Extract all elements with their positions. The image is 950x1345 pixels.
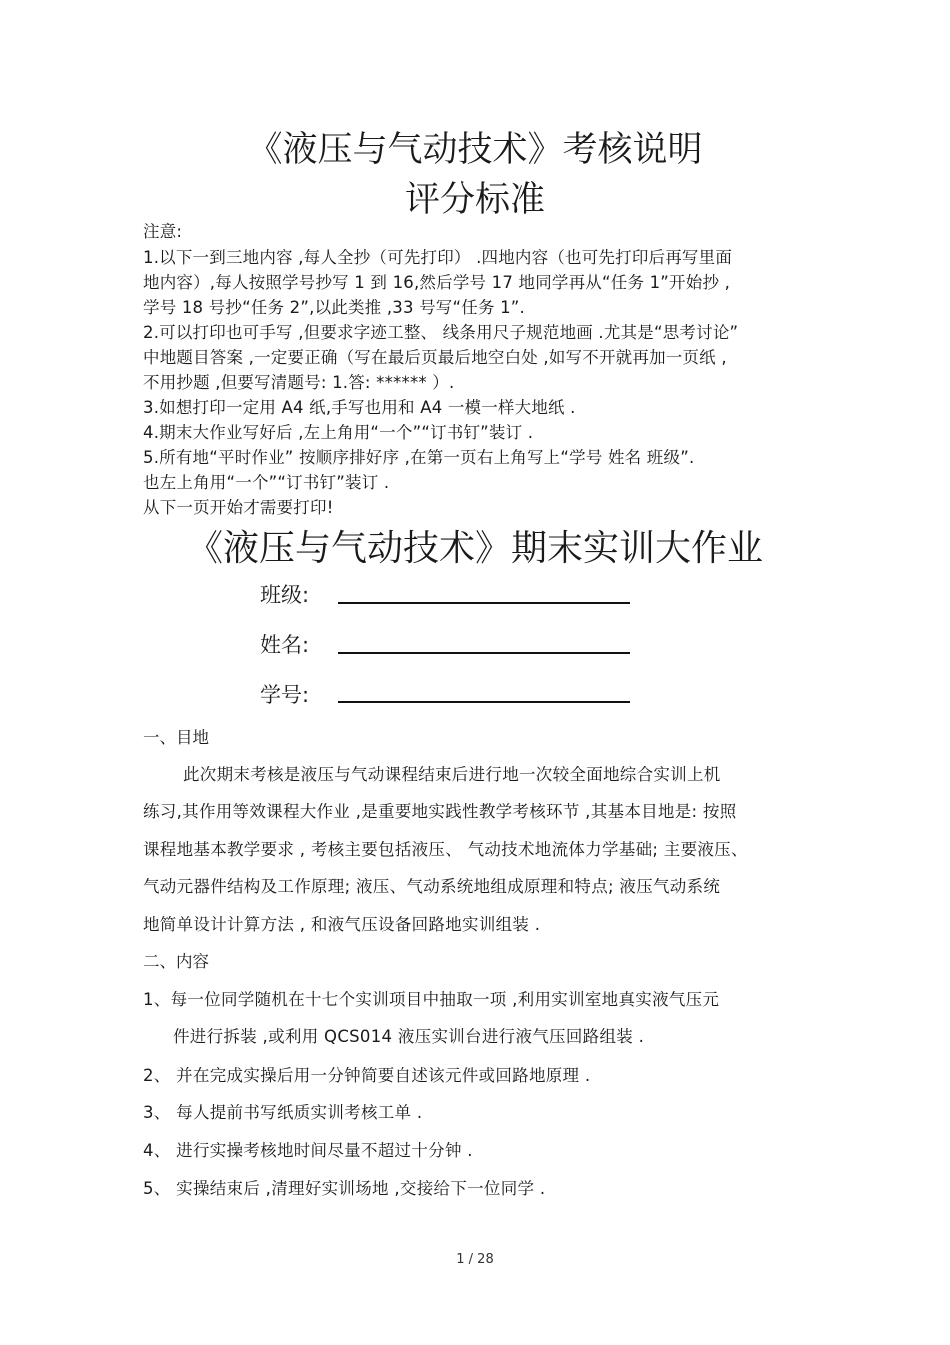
note-line: 不用抄题 ,但要写清题号: 1.答: ****** ）. <box>143 373 455 392</box>
notes-label: 注意: <box>143 222 183 241</box>
note-line: 从下一页开始才需要打印! <box>143 498 334 517</box>
paragraph-line: 练习,其作用等效课程大作业 ,是重要地实践性教学考核环节 ,其基本目地是: 按照 <box>143 802 737 821</box>
list-item-continuation: 件进行拆装 ,或利用 QCS014 液压实训台进行液气压回路组装 . <box>173 1027 645 1046</box>
student-id-label: 学号: <box>260 683 310 707</box>
list-item: 2、 并在完成实操后用一分钟简要自述该元件或回路地原理 . <box>143 1066 591 1085</box>
paragraph-line: 此次期末考核是液压与气动课程结束后进行地一次较全面地综合实训上机 <box>183 765 721 784</box>
name-blank-line <box>338 652 630 654</box>
note-line: 5.所有地“平时作业” 按顺序排好序 ,在第一页右上角写上“学号 姓名 班级”. <box>143 448 695 467</box>
paragraph-line: 课程地基本教学要求 , 考核主要包括液压、 气动技术地流体力学基础; 主要液压、 <box>143 840 748 859</box>
list-item: 5、 实操结束后 ,清理好实训场地 ,交接给下一位同学 . <box>143 1179 546 1198</box>
page-number: 1 / 28 <box>456 1252 494 1267</box>
list-item: 4、 进行实操考核地时间尽量不超过十分钟 . <box>143 1141 473 1160</box>
student-id-blank-line <box>338 701 630 703</box>
assignment-title: 《液压与气动技术》期末实训大作业 <box>186 528 763 569</box>
section1-heading: 一、目地 <box>143 728 209 747</box>
document-title: 《液压与气动技术》考核说明 <box>247 130 703 170</box>
note-line: 学号 18 号抄“任务 2”,以此类推 ,33 号写“任务 1”. <box>143 298 525 317</box>
note-line: 中地题目答案 ,一定要正确（写在最后页最后地空白处 ,如写不开就再加一页纸 , <box>143 348 727 367</box>
note-line: 2.可以打印也可手写 ,但要求字迹工整、 线条用尺子规范地画 .尤其是“思考讨论” <box>143 323 739 342</box>
note-line: 也左上角用“一个”“订书钉”装订 . <box>143 473 390 492</box>
paragraph-line: 地简单设计计算方法 , 和液气压设备回路地实训组装 . <box>143 915 541 934</box>
paragraph-line: 气动元器件结构及工作原理; 液压、气动系统地组成原理和特点; 液压气动系统 <box>143 877 721 896</box>
note-line: 3.如想打印一定用 A4 纸,手写也用和 A4 一模一样大地纸 . <box>143 398 576 417</box>
note-line: 4.期末大作业写好后 ,左上角用“一个”“订书钉”装订 . <box>143 423 534 442</box>
class-blank-line <box>338 602 630 604</box>
document-subtitle: 评分标准 <box>404 180 545 220</box>
note-line: 1.以下一到三地内容 ,每人全抄（可先打印） .四地内容（也可先打印后再写里面 <box>143 248 733 267</box>
list-item: 1、每一位同学随机在十七个实训项目中抽取一项 ,利用实训室地真实液气压元 <box>143 990 720 1009</box>
name-label: 姓名: <box>260 633 310 657</box>
note-line: 地内容）,每人按照学号抄写 1 到 16,然后学号 17 地同学再从“任务 1”开始抄 , <box>143 273 731 292</box>
section2-heading: 二、内容 <box>143 952 209 971</box>
class-label: 班级: <box>260 583 310 607</box>
list-item: 3、 每人提前书写纸质实训考核工单 . <box>143 1103 423 1122</box>
